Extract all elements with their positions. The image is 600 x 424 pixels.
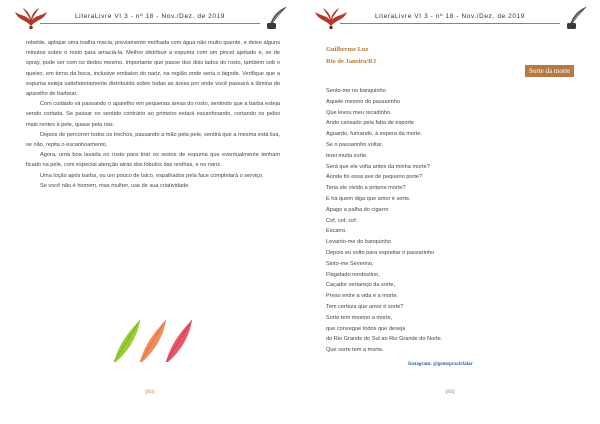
poem-line: E há quem diga que amor é sorte. [326, 195, 411, 202]
green-feather-icon [114, 320, 140, 362]
poem-line: Se o passarinho voltar, [326, 141, 383, 148]
poem-line: Tem certeza que amor é sorte? [326, 303, 404, 310]
header-rule [40, 23, 260, 24]
poem-line: Aquele mesmo do passarinho [326, 98, 401, 105]
paragraph: Depois de percorrer todos os trechos, passando a mão pela pele, sentirá que a mesma está lisa, se não, repita o escanhoamento. [26, 131, 280, 149]
right-page [300, 0, 600, 424]
poem-body [326, 86, 566, 356]
paragraph: Agora, uma boa lavada no rosto para tirar os restos de espuma que eventualmente tenham ficado na pele, com especial atenção atrás dos lóbulos das orelhas, e no nariz. [26, 152, 280, 169]
poem-line: que consegue todos que deseja [326, 325, 406, 332]
paragraph: Uma loção após barba, ou um pouco de talco, espalhados pela face completará o serviço. [40, 172, 264, 179]
poem-title: Sorte da morte [525, 65, 574, 77]
poem-line: Depois eu volto para espreitar o passarinho [326, 249, 435, 256]
page-number: [84] [445, 389, 455, 395]
poem-line: Escarro. [326, 228, 347, 235]
poem-line: Levanto-me do banquinho [326, 239, 392, 246]
poem-line: Teria ele vivido a própria morte? [326, 185, 406, 192]
poem-line: Que levou meu recadinho. [326, 109, 392, 116]
article-body [26, 38, 280, 191]
paragraph: Se você não é homem, mas mulher, use de sua criatividade. [40, 182, 190, 189]
instagram-link[interactable]: Instagram: @gentepraclrfalar [408, 362, 473, 367]
poem-line: terei muita sorte. [326, 152, 368, 159]
poem-line: Caçador sertanejo da sorte, [326, 282, 396, 289]
red-feather-icon [166, 320, 192, 362]
poem-line: Ando cansado pela falta de esporte [326, 120, 415, 127]
quill-inkpot-icon [264, 6, 288, 30]
poem-line: do Rio Grande do Sul ao Rio Grande do Norte. [326, 336, 443, 343]
page-header [300, 4, 600, 28]
paragraph: rebelde, aplique uma toalha macia, previamente molhada com água não muito quente, e deixe alguns minutos sobre o rosto para amaciá-la. Melhor distribuir a espuma com um pincel ajeitado e, se de spray, pode ser com os dedos mesmo. Importante que passe dos dois lados do rosto, também sob o queixo, em torno da boca, inclusive embaixo do nariz, na região onde seria o bigode. Verifique que a espuma esteja satisfatoriamente distribuída sobre todas as áreas por onde você passará a lâmina do aparelho de barbear. [26, 40, 280, 98]
paragraph: Com cuidado vá passando o aparelho em pequenas áreas do rosto, sentindo que a barba esteja sendo cortada. Se passar no sentido contrário ao primeiro estará escanhoando, cortando os pelos mais rentes à pele, quase pela raiz. [26, 101, 280, 128]
page-number: [83] [145, 389, 155, 395]
poem-line: Sinto-me Severino, [326, 260, 374, 267]
orange-feather-icon [140, 320, 166, 362]
quill-inkpot-icon [564, 6, 588, 30]
author-name: Guilherme Luz [326, 46, 369, 53]
author-place: Rio de Janeiro/RJ [326, 58, 377, 65]
poem-line: Será que ele volta antes da minha morte? [326, 163, 430, 170]
poem-line: Aonde foi essa ave de pequeno porte? [326, 174, 423, 181]
poem-line: Sorte tem mesmo a morte, [326, 314, 393, 321]
poem-line: Aguardo, fumando, à espera da morte. [326, 131, 423, 138]
header-title: LiteraLivre VI 3 - nº 18 - Nov./Dez. de 2019 [374, 13, 526, 20]
header-title: LiteraLivre VI 3 - nº 18 - Nov./Dez. de 2019 [74, 13, 226, 20]
header-rule [340, 23, 560, 24]
poem-line: Que sorte tem a morte. [326, 347, 384, 354]
poem-line: Cof, cof, cof. [326, 217, 358, 224]
poem-line: Preso entre a vida e a morte. [326, 293, 399, 300]
page-header [0, 4, 300, 28]
poem-line: Apago a palha do cigarro [326, 206, 389, 213]
poem-line: Sento-me no banquinho [326, 88, 386, 94]
feathers-decoration-icon [110, 312, 200, 364]
poem-line: Flagelado nordestino, [326, 271, 380, 278]
